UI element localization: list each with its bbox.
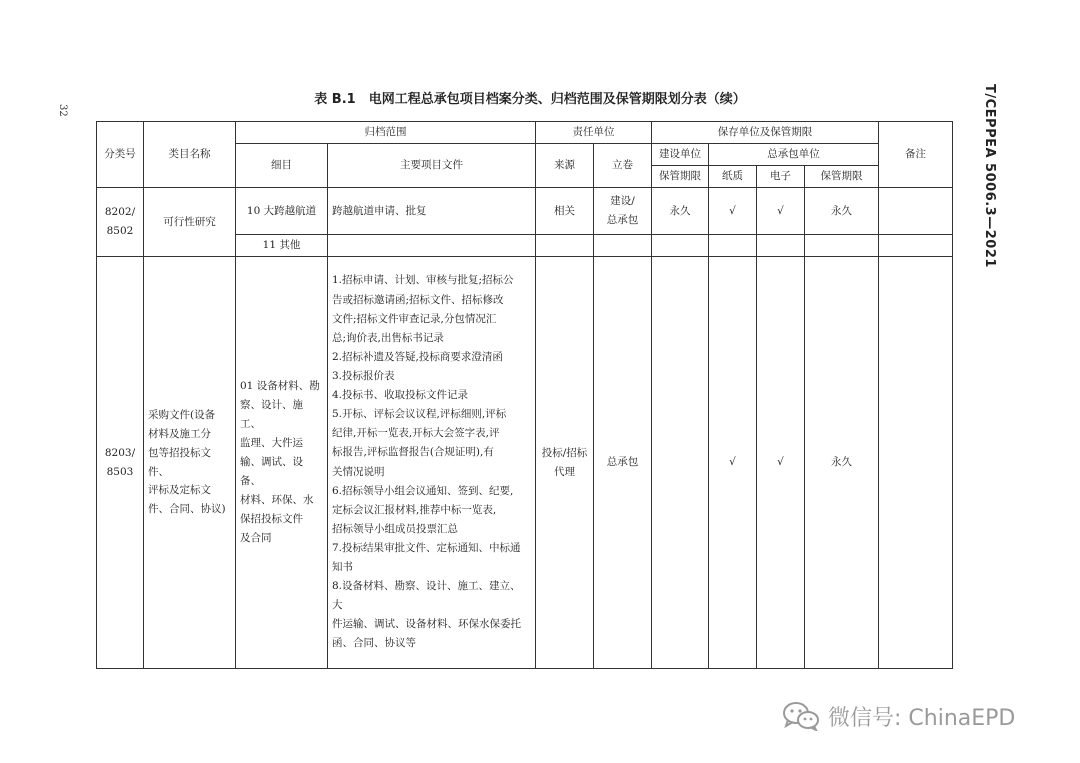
files-cell [328, 257, 536, 669]
file-line: 告或招标邀请函;招标文件、招标修改 [332, 293, 504, 306]
file-line: 关情况说明 [332, 465, 385, 478]
source-cell: 相关 [536, 188, 594, 235]
header-main-files: 主要项目文件 [328, 144, 536, 188]
page-number: 32 [57, 104, 68, 117]
class-no-cell: 8203/ 8503 [97, 257, 144, 669]
file-line: 总;询价表,出售标书记录 [332, 331, 444, 344]
contractor-period-cell: 永久 [805, 188, 879, 235]
header-paper: 纸质 [709, 166, 757, 188]
files-cell [328, 235, 536, 257]
category-cell: 可行性研究 [144, 188, 236, 257]
file-line: 6.招标领导小组会议通知、签到、纪要, [332, 484, 514, 497]
header-builder-period: 保管期限 [652, 166, 709, 188]
header-scope: 归档范围 [236, 122, 536, 144]
header-builder: 建设单位 [652, 144, 709, 166]
electronic-check-cell: √ [757, 188, 805, 235]
header-responsible: 责任单位 [536, 122, 652, 144]
filing-cell [594, 235, 652, 257]
standard-code: T/CEPPEA 5006.3—2021 [982, 84, 997, 268]
file-line: 4.投标书、收取投标文件记录 [332, 389, 469, 402]
electronic-check-cell: √ [757, 257, 805, 669]
file-line: 8.设备材料、勘察、设计、施工、建立、大 [332, 580, 521, 612]
file-line: 5.开标、评标会议议程,评标细则,评标 [332, 408, 507, 421]
item-cell: 11 其他 [236, 235, 328, 257]
archive-classification-table [96, 121, 953, 669]
file-line: 标报告,评标监督报告(合规证明),有 [332, 446, 494, 459]
file-line: 定标会议汇报材料,推荐中标一览表, [332, 503, 497, 516]
file-line: 文件;招标文件审查记录,分包情况汇 [332, 312, 497, 325]
electronic-check-cell [757, 235, 805, 257]
remark-cell [879, 257, 953, 669]
header-filing: 立卷 [594, 144, 652, 188]
table-row [97, 257, 953, 669]
header-custody: 保存单位及保管期限 [652, 122, 879, 144]
table-row [97, 188, 953, 235]
header-class-no: 分类号 [97, 122, 144, 188]
file-line: 知书 [332, 561, 353, 574]
file-line: 3.投标报价表 [332, 369, 395, 382]
filing-cell: 建设/ 总承包 [594, 188, 652, 235]
remark-cell [879, 235, 953, 257]
item-cell: 10 大跨越航道 [236, 188, 328, 235]
wechat-icon [782, 701, 820, 731]
table-title: 表 B.1 电网工程总承包项目档案分类、归档范围及保管期限划分表（续） [314, 92, 746, 107]
watermark-text: 微信号: ChinaEPD [828, 705, 1016, 731]
class-no-cell: 8202/ 8502 [97, 188, 144, 257]
remark-cell [879, 188, 953, 235]
file-line: 件运输、调试、设备材料、环保水保委托 [332, 618, 521, 631]
source-cell [536, 235, 594, 257]
watermark [782, 698, 1015, 734]
header-item: 细目 [236, 144, 328, 188]
paper-check-cell: √ [709, 188, 757, 235]
category-cell: 采购文件(设备 材料及施工分 包等招投标文件、 评标及定标文 件、合同、协议) [144, 257, 236, 669]
file-line: 1.招标申请、计划、审核与批复;招标公 [332, 274, 514, 287]
file-line: 招标领导小组成员投票汇总 [332, 522, 458, 535]
file-line: 7.投标结果审批文件、定标通知、中标通 [332, 541, 521, 554]
source-cell: 投标/招标 代理 [536, 257, 594, 669]
file-line: 2.招标补遗及答疑,投标商要求澄清函 [332, 350, 503, 363]
filing-cell: 总承包 [594, 257, 652, 669]
file-line: 函、合同、协议等 [332, 637, 416, 650]
header-contractor-period: 保管期限 [805, 166, 879, 188]
header-category: 类目名称 [144, 122, 236, 188]
contractor-period-cell [805, 235, 879, 257]
contractor-period-cell: 永久 [805, 257, 879, 669]
files-cell: 跨越航道申请、批复 [328, 188, 536, 235]
builder-period-cell: 永久 [652, 188, 709, 235]
paper-check-cell: √ [709, 257, 757, 669]
builder-period-cell [652, 235, 709, 257]
item-cell: 01 设备材料、勘 察、设计、施工、 监理、大件运 输、调试、设备、 材料、环保、水 保招投标文件 及合同 [236, 257, 328, 669]
header-contractor: 总承包单位 [709, 144, 879, 166]
header-source: 来源 [536, 144, 594, 188]
header-remark: 备注 [879, 122, 953, 188]
file-line: 纪律,开标一览表,开标大会签字表,评 [332, 427, 500, 440]
paper-check-cell [709, 235, 757, 257]
header-electronic: 电子 [757, 166, 805, 188]
builder-period-cell [652, 257, 709, 669]
